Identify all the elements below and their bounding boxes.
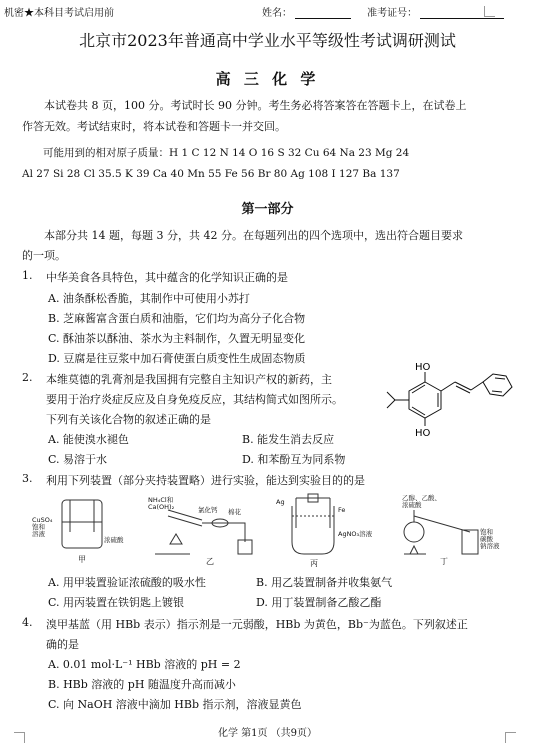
q4-number: 4.	[22, 616, 33, 629]
jia-right-reagent: 浓硫酸	[104, 536, 124, 544]
atomic-mass-line2: Al 27 Si 28 Cl 35.5 K 39 Ca 40 Mn 55 Fe 56 Br 80 Ag 108 I 127 Ba 137	[22, 168, 400, 180]
q1-stem: 中华美食各具特色，其中蕴含的化学知识正确的是	[46, 271, 288, 284]
crop-mark	[505, 732, 516, 743]
benvitimod-structure	[375, 360, 525, 442]
q3-option-b[interactable]: B. 用乙装置制备并收集氨气	[256, 576, 393, 589]
candidate-info	[262, 4, 504, 19]
name-field[interactable]	[295, 8, 351, 19]
section-intro-line2: 的一项。	[22, 249, 66, 262]
bing-solution-label: AgNO₃溶液	[338, 530, 373, 538]
section-intro-line1: 本部分共 14 题，每题 3 分，共 42 分。在每题列出的四个选项中，选出符合题目要求	[44, 229, 463, 242]
yi-tube-label: 氯化钙	[198, 506, 218, 514]
q3-number: 3.	[22, 472, 33, 485]
id-label: 准考证号：	[367, 8, 418, 19]
atomic-mass-line1: 可能用到的相对原子质量：H 1 C 12 N 14 O 16 S 32 Cu 64 Na 23 Mg 24	[43, 147, 410, 159]
q1-option-c[interactable]: C. 酥油茶以酥油、茶水为主料制作，久置无明显变化	[48, 332, 306, 345]
q2-option-d[interactable]: D. 和苯酚互为同系物	[242, 453, 346, 466]
apparatus-ding	[404, 510, 478, 554]
ding-reagent: 乙醇、乙酸、浓硫酸	[402, 494, 441, 509]
subject-title: 高 三 化 学	[215, 70, 320, 88]
phenyl-ring	[483, 374, 512, 396]
q2-stem-line2: 要用于治疗炎症反应及自身免疫反应，其结构简式如图所示。	[46, 393, 343, 406]
apparatus-yi	[155, 510, 252, 554]
q2-option-b[interactable]: B. 能发生消去反应	[242, 433, 335, 446]
jia-label: 甲	[78, 555, 86, 564]
q4-option-c[interactable]: C. 向 NaOH 溶液中滴加 HBb 指示剂，溶液显黄色	[48, 698, 302, 711]
q3-stem: 利用下列装置（部分夹持装置略）进行实验，能达到实验目的的是	[46, 474, 365, 487]
q2-stem-line1: 本维莫德的乳膏剂是我国拥有完整自主知识产权的新药，主	[46, 373, 332, 386]
name-label: 姓名：	[262, 8, 292, 19]
q2-option-a[interactable]: A. 能使溴水褪色	[48, 433, 129, 446]
crop-mark	[484, 6, 495, 17]
section-title: 第一部分	[241, 202, 294, 217]
bing-fe-label: Fe	[338, 506, 346, 514]
q2-stem-line3: 下列有关该化合物的叙述正确的是	[46, 413, 211, 426]
confidential-label: 机密★本科目考试启用前	[4, 8, 114, 19]
apparatus-bing	[292, 494, 334, 554]
yi-label: 乙	[206, 557, 214, 566]
ding-label: 丁	[440, 557, 448, 566]
q1-option-d[interactable]: D. 豆腐是往豆浆中加石膏使蛋白质变性生成固态物质	[48, 352, 306, 365]
instructions-line1: 本试卷共 8 页，100 分。考试时长 90 分钟。考生务必将答案答在答题卡上，在试卷上	[44, 99, 467, 112]
bing-label: 丙	[310, 559, 318, 568]
bing-ag-label: Ag	[276, 498, 285, 506]
oh-bottom-label: HO	[415, 428, 431, 439]
q4-stem-line2: 确的是	[46, 638, 79, 651]
jia-left-reagent: CuSO₄ 饱和溶液	[32, 516, 53, 538]
crop-mark	[14, 732, 25, 743]
oh-top-label: HO	[415, 362, 431, 373]
q1-option-b[interactable]: B. 芝麻酱富含蛋白质和油脂，它们均为高分子化合物	[48, 312, 306, 325]
page-footer: 化学 第1页 （共9页）	[217, 728, 318, 739]
exam-title: 北京市2023年普通高中学业水平等级性考试调研测试	[79, 31, 456, 50]
q4-stem-line1: 溴甲基蓝（用 HBb 表示）指示剂是一元弱酸，HBb 为黄色，Bb⁻为蓝色。下列叙述正	[46, 618, 468, 631]
q4-option-a[interactable]: A. 0.01 mol·L⁻¹ HBb 溶液的 pH = 2	[48, 658, 241, 671]
yi-reagent: NH₄Cl和 Ca(OH)₂	[148, 496, 175, 511]
apparatus-jia	[62, 500, 102, 548]
q4-option-b[interactable]: B. HBb 溶液的 pH 随温度升高而减小	[48, 678, 236, 691]
yi-cotton-label: 棉花	[228, 508, 241, 516]
q1-number: 1.	[22, 269, 33, 282]
q3-option-d[interactable]: D. 用丁装置制备乙酸乙酯	[256, 596, 382, 609]
central-benzene-ring	[409, 382, 441, 418]
instructions-line2: 作答无效。考试结束时，将本试卷和答题卡一并交回。	[22, 120, 286, 133]
q3-option-a[interactable]: A. 用甲装置验证浓硫酸的吸水性	[48, 576, 206, 589]
q3-option-c[interactable]: C. 用丙装置在铁钥匙上镀银	[48, 596, 185, 609]
q2-option-c[interactable]: C. 易溶于水	[48, 453, 108, 466]
q3-apparatus-figure	[30, 492, 520, 570]
ding-right-reagent: 饱和碳酸钠溶液	[480, 528, 500, 550]
q2-number: 2.	[22, 371, 33, 384]
q1-option-a[interactable]: A. 油条酥松香脆，其制作中可使用小苏打	[48, 292, 250, 305]
